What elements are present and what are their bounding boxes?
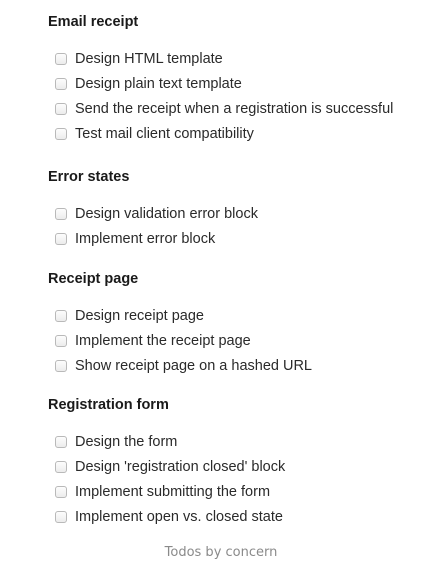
- checkbox[interactable]: [55, 128, 67, 140]
- checkbox[interactable]: [55, 208, 67, 220]
- todo-item[interactable]: [55, 46, 434, 71]
- todo-item[interactable]: [55, 429, 434, 454]
- todo-item[interactable]: [55, 201, 434, 226]
- todo-item[interactable]: [55, 479, 434, 504]
- todo-label: Design the form: [75, 433, 178, 450]
- todo-item[interactable]: [55, 303, 434, 328]
- checkbox[interactable]: [55, 360, 67, 372]
- todo-label: Design 'registration closed' block: [75, 458, 286, 475]
- todo-label: Design plain text template: [75, 75, 242, 92]
- checkbox[interactable]: [55, 103, 67, 115]
- todo-label: Test mail client compatibility: [75, 125, 254, 142]
- section-title: Email receipt: [48, 14, 139, 30]
- section-email-receipt: [48, 12, 434, 146]
- checkbox[interactable]: [55, 461, 67, 473]
- checkbox[interactable]: [55, 310, 67, 322]
- todo-label: Design HTML template: [75, 50, 223, 67]
- todo-label: Implement submitting the form: [75, 483, 271, 500]
- checkbox[interactable]: [55, 436, 67, 448]
- todo-label: Design receipt page: [75, 307, 204, 324]
- todo-item[interactable]: [55, 96, 434, 121]
- checkbox[interactable]: [55, 335, 67, 347]
- todo-list: [48, 46, 434, 146]
- figure-caption: Todos by concern: [164, 545, 278, 560]
- todo-label: Send the receipt when a registration is successful: [75, 100, 394, 117]
- checkbox[interactable]: [55, 511, 67, 523]
- section-title: Registration form: [48, 397, 169, 413]
- todo-label: Implement the receipt page: [75, 332, 251, 349]
- todo-list: [48, 303, 434, 378]
- todo-item[interactable]: [55, 353, 434, 378]
- todo-item[interactable]: [55, 328, 434, 353]
- todo-label: Design validation error block: [75, 205, 258, 222]
- section-error-states: [48, 167, 434, 251]
- todo-label: Show receipt page on a hashed URL: [75, 357, 312, 374]
- todo-item[interactable]: [55, 121, 434, 146]
- checkbox[interactable]: [55, 486, 67, 498]
- todo-list: [48, 201, 434, 251]
- todo-label: Implement error block: [75, 230, 216, 247]
- todo-item[interactable]: [55, 226, 434, 251]
- section-title: Receipt page: [48, 271, 139, 287]
- section-receipt-page: [48, 269, 434, 378]
- todo-item[interactable]: [55, 71, 434, 96]
- todo-item[interactable]: [55, 454, 434, 479]
- checkbox[interactable]: [55, 53, 67, 65]
- todo-label: Implement open vs. closed state: [75, 508, 283, 525]
- todo-list: [48, 429, 434, 529]
- section-registration-form: [48, 395, 434, 529]
- checkbox[interactable]: [55, 78, 67, 90]
- checkbox[interactable]: [55, 233, 67, 245]
- section-title: Error states: [48, 169, 130, 185]
- todo-item[interactable]: [55, 504, 434, 529]
